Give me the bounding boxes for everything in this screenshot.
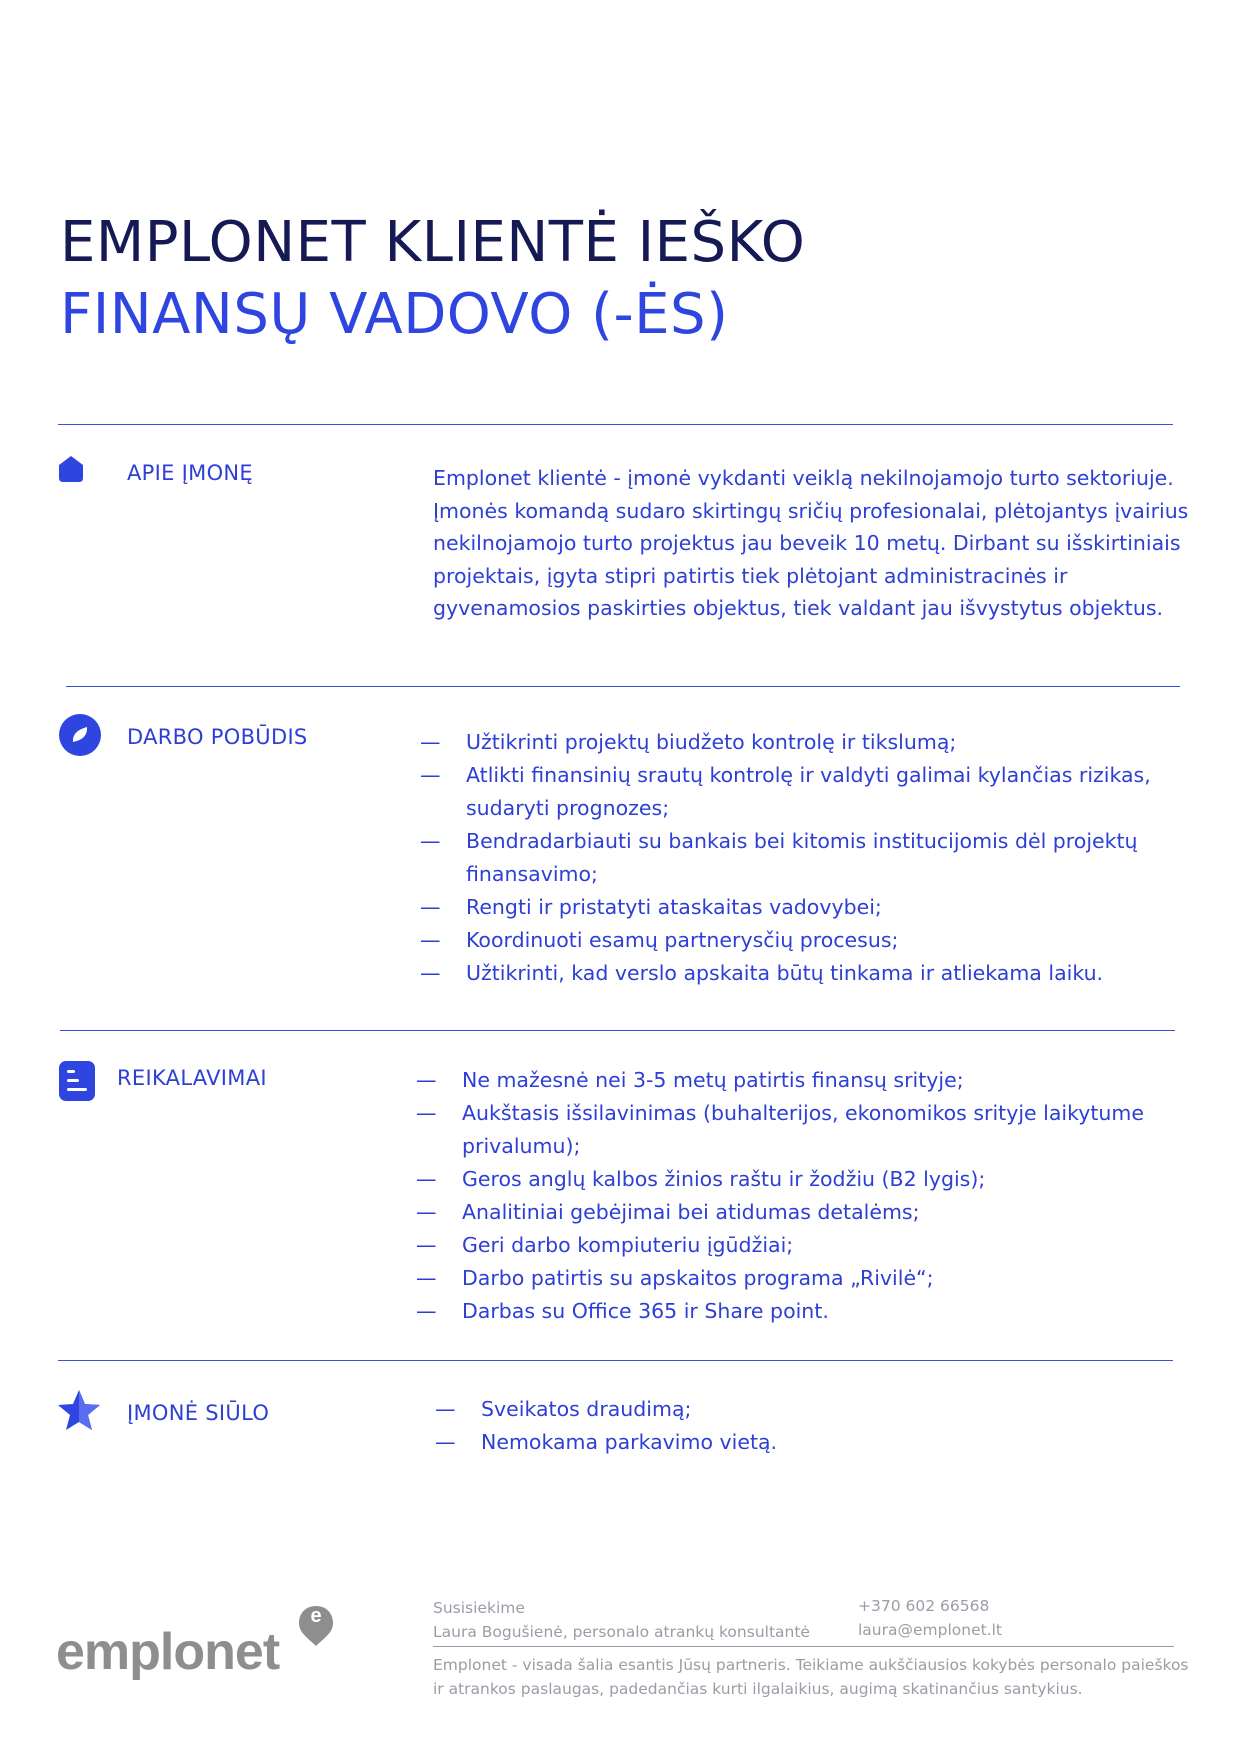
list-item — [416, 1295, 1176, 1328]
section-divider — [58, 1360, 1173, 1361]
about-line: Emplonet klientė - įmonė vykdanti veiklą nekilnojamojo turto sektoriuje. — [433, 466, 1174, 490]
list-item-text: Ne mažesnė nei 3-5 metų patirtis finansų srityje; — [462, 1068, 964, 1092]
about-line: nekilnojamojo turto projektus jau beveik 10 metų. Dirbant su išskirtiniais — [433, 531, 1181, 555]
dash-marker: — — [420, 895, 441, 919]
contact-heading: Susisiekime — [433, 1599, 525, 1617]
work-list — [420, 726, 1180, 990]
contact-email: laura@emplonet.lt — [858, 1621, 1003, 1639]
dash-marker: — — [416, 1266, 437, 1290]
list-item-text: Darbo patirtis su apskaitos programa „Rivilė“; — [462, 1266, 934, 1290]
dash-marker: — — [416, 1167, 437, 1191]
footer-divider — [433, 1646, 1174, 1647]
document-list-icon — [58, 1060, 96, 1106]
leaf-icon — [58, 713, 102, 761]
list-item-text: Sveikatos draudimą; — [481, 1397, 692, 1421]
list-item-text: Geri darbo kompiuteriu įgūdžiai; — [462, 1233, 794, 1257]
about-line: projektais, įgyta stipri patirtis tiek plėtojant administracinės ir — [433, 563, 1068, 588]
emplonet-logo: emplonet — [56, 1623, 280, 1681]
dash-marker: — — [416, 1101, 437, 1125]
list-item-text: Atlikti finansinių srautų kontrolę ir valdyti galimai kylančias rizikas, sudaryti prognozes; — [466, 763, 1151, 820]
dash-marker: — — [420, 763, 441, 787]
list-item — [416, 1064, 1176, 1097]
dash-marker: — — [416, 1200, 437, 1224]
list-item-text: Užtikrinti projektų biudžeto kontrolę ir tikslumą; — [466, 730, 957, 754]
section-divider — [60, 1030, 1175, 1031]
dash-marker: — — [435, 1430, 456, 1454]
section-divider — [66, 686, 1180, 687]
contact-person: Laura Bogušienė, personalo atrankų konsultantė — [433, 1623, 810, 1641]
list-item — [420, 924, 1180, 957]
list-item — [420, 891, 1180, 924]
list-item-text: Aukštasis išsilavinimas (buhalterijos, ekonomikos srityje laikytume privalumu); — [462, 1101, 1144, 1158]
footer-tagline-line2: ir atrankos paslaugas, padedančias kurti ilgalaikius, augimą skatinančius santykius. — [433, 1680, 1083, 1698]
logo-badge-letter: e — [310, 1605, 322, 1627]
list-item-text: Geros anglų kalbos žinios raštu ir žodžiu (B2 lygis); — [462, 1167, 986, 1191]
list-item-text: Analitiniai gebėjimai bei atidumas detalėms; — [462, 1200, 920, 1224]
list-item-text: Užtikrinti, kad verslo apskaita būtų tinkama ir atliekama laiku. — [466, 961, 1104, 985]
list-item — [435, 1426, 1135, 1459]
list-item — [416, 1229, 1176, 1262]
page-title-line2: FINANSŲ VADOVO (-ĖS) — [60, 282, 729, 347]
list-item — [420, 759, 1180, 825]
list-item — [420, 825, 1180, 891]
about-paragraph — [433, 462, 1193, 625]
footer-tagline-line1: Emplonet - visada šalia esantis Jūsų partneris. Teikiame aukščiausios kokybės personalo paieškos — [433, 1656, 1189, 1674]
list-item — [416, 1163, 1176, 1196]
dash-marker: — — [420, 961, 441, 985]
about-line: gyvenamosios paskirties objektus, tiek valdant jau išvystytus objektus. — [433, 596, 1164, 620]
dash-marker: — — [416, 1068, 437, 1092]
list-item — [435, 1393, 1135, 1426]
offers-list — [435, 1393, 1135, 1459]
dash-marker: — — [435, 1397, 456, 1421]
star-icon — [56, 1388, 102, 1436]
list-item-text: Koordinuoti esamų partnerysčių procesus; — [466, 928, 899, 952]
section-label-requirements: REIKALAVIMAI — [117, 1066, 267, 1090]
list-item — [416, 1097, 1176, 1163]
list-item-text: Bendradarbiauti su bankais bei kitomis institucijomis dėl projektų finansavimo; — [466, 829, 1138, 886]
dash-marker: — — [420, 730, 441, 754]
section-label-work: DARBO POBŪDIS — [127, 725, 308, 749]
list-item — [420, 957, 1180, 990]
section-divider — [58, 424, 1173, 425]
dash-marker: — — [420, 829, 441, 853]
list-item-text: Rengti ir pristatyti ataskaitas vadovybei; — [466, 895, 882, 919]
dash-marker: — — [416, 1233, 437, 1257]
requirements-list — [416, 1064, 1176, 1328]
list-item — [420, 726, 1180, 759]
section-label-offers: ĮMONĖ SIŪLO — [127, 1401, 270, 1425]
list-item-text: Nemokama parkavimo vietą. — [481, 1430, 778, 1454]
contact-phone: +370 602 66568 — [858, 1597, 990, 1615]
dash-marker: — — [416, 1299, 437, 1323]
list-item-text: Darbas su Office 365 ir Share point. — [462, 1299, 829, 1323]
about-line: Įmonės komandą sudaro skirtingų sričių profesionalai, plėtojantys įvairius — [433, 498, 1189, 523]
page-title-line1: EMPLONET KLIENTĖ IEŠKO — [60, 210, 806, 275]
dash-marker: — — [420, 928, 441, 952]
list-item — [416, 1196, 1176, 1229]
house-icon — [56, 454, 86, 488]
section-label-about: APIE ĮMONĘ — [127, 461, 253, 485]
list-item — [416, 1262, 1176, 1295]
